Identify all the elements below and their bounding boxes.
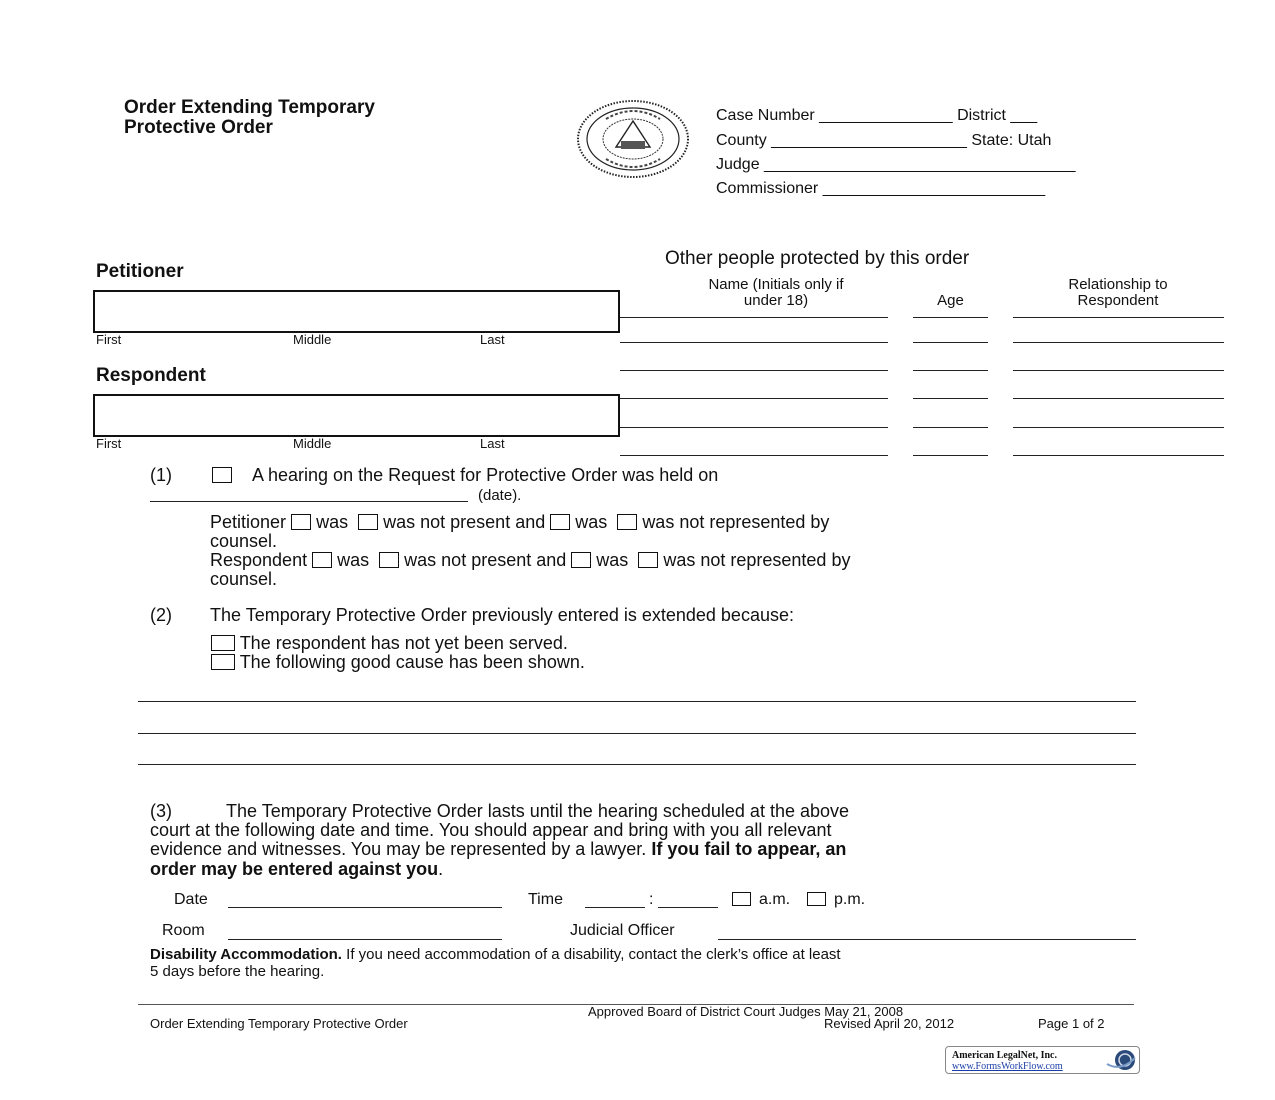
room-input[interactable] xyxy=(228,939,502,940)
time-hour-input[interactable] xyxy=(585,907,645,908)
petitioner-middle-label: Middle xyxy=(293,332,332,347)
section-1-text: A hearing on the Request for Protective Order was held on xyxy=(252,465,719,485)
name-line[interactable] xyxy=(620,342,888,343)
col-rel-line-1: Relationship to xyxy=(1068,276,1168,293)
room-field-label: Room xyxy=(162,922,205,939)
respondent-not-present-checkbox[interactable] xyxy=(379,552,399,568)
respondent-was-represented-checkbox[interactable] xyxy=(571,552,591,568)
title-line-1: Order Extending Temporary xyxy=(124,97,375,118)
not-present-label: was not present and xyxy=(383,512,546,532)
col-rel-line-2: Respondent xyxy=(1077,292,1159,309)
form-title xyxy=(124,98,375,138)
american-legalnet-logo[interactable] xyxy=(945,1046,1140,1074)
counsel-label: counsel. xyxy=(210,531,278,551)
judicial-officer-input[interactable] xyxy=(718,939,1136,940)
section-3-line-4-bold: order may be entered against you xyxy=(150,859,439,879)
section-3-line-1: The Temporary Protective Order lasts until the hearing scheduled at the above xyxy=(226,801,850,821)
counsel-label: counsel. xyxy=(210,569,278,589)
petitioner-was-present-checkbox[interactable] xyxy=(291,514,311,530)
footer-form-name: Order Extending Temporary Protective Order xyxy=(150,1016,408,1031)
am-label: a.m. xyxy=(759,891,791,908)
petitioner-last-label: Last xyxy=(480,332,505,347)
not-served-option xyxy=(211,634,568,653)
respondent-first-label: First xyxy=(96,436,122,451)
commissioner-line: Commissioner _________________________ xyxy=(716,180,1046,197)
respondent-attendance-line xyxy=(210,551,850,570)
seal-icon xyxy=(576,99,690,179)
col-name-line-2: under 18) xyxy=(743,292,809,309)
good-cause-option xyxy=(211,653,585,672)
date-field-label: Date xyxy=(174,891,208,908)
name-line[interactable] xyxy=(620,455,888,456)
hearing-date-line[interactable] xyxy=(150,501,468,502)
petitioner-not-present-checkbox[interactable] xyxy=(358,514,378,530)
section-1-number: (1) xyxy=(150,465,172,485)
not-represented-label: was not represented by xyxy=(663,550,851,570)
am-checkbox[interactable] xyxy=(732,892,751,906)
age-line[interactable] xyxy=(913,398,988,399)
petitioner-first-label: First xyxy=(96,332,122,347)
respondent-last-label: Last xyxy=(480,436,505,451)
name-line[interactable] xyxy=(620,398,888,399)
good-cause-line-1[interactable] xyxy=(138,701,1136,702)
good-cause-label: The following good cause has been shown. xyxy=(239,652,585,672)
relationship-line[interactable] xyxy=(1013,427,1224,428)
logo-url[interactable]: www.FormsWorkFlow.com xyxy=(952,1061,1063,1072)
relationship-line[interactable] xyxy=(1013,370,1224,371)
col-name-line-1: Name (Initials only if xyxy=(708,276,844,293)
not-served-label: The respondent has not yet been served. xyxy=(239,633,568,653)
section-2-number: (2) xyxy=(150,605,172,625)
petitioner-not-represented-checkbox[interactable] xyxy=(617,514,637,530)
section-3-line-4-end: . xyxy=(438,859,444,879)
relationship-line[interactable] xyxy=(1013,398,1224,399)
age-line[interactable] xyxy=(913,427,988,428)
time-field-label: Time xyxy=(528,891,563,908)
petitioner-word: Petitioner xyxy=(210,512,287,532)
time-separator: : xyxy=(649,891,654,908)
section-3-line-3 xyxy=(150,840,846,859)
hearing-held-checkbox[interactable] xyxy=(212,467,232,483)
respondent-not-represented-checkbox[interactable] xyxy=(638,552,658,568)
respondent-middle-label: Middle xyxy=(293,436,332,451)
respondent-word: Respondent xyxy=(210,550,308,570)
petitioner-name-field[interactable] xyxy=(93,290,620,333)
was-label: was xyxy=(337,550,370,570)
age-line[interactable] xyxy=(913,455,988,456)
petitioner-was-represented-checkbox[interactable] xyxy=(550,514,570,530)
other-people-title: Other people protected by this order xyxy=(665,248,970,269)
age-line[interactable] xyxy=(913,370,988,371)
col-name-header xyxy=(660,277,892,309)
respondent-was-present-checkbox[interactable] xyxy=(312,552,332,568)
good-cause-line-2[interactable] xyxy=(138,733,1136,734)
name-line[interactable] xyxy=(620,427,888,428)
name-line[interactable] xyxy=(620,370,888,371)
disability-line-1 xyxy=(150,946,841,963)
col-relationship-header xyxy=(1012,277,1224,309)
age-line[interactable] xyxy=(913,317,988,318)
relationship-line[interactable] xyxy=(1013,455,1224,456)
footer-page: Page 1 of 2 xyxy=(1038,1016,1105,1031)
disability-bold: Disability Accommodation. xyxy=(150,946,342,963)
petitioner-label: Petitioner xyxy=(96,261,184,282)
respondent-label: Respondent xyxy=(96,365,206,386)
county-line: County ______________________ State: Utah xyxy=(716,132,1052,149)
relationship-line[interactable] xyxy=(1013,317,1224,318)
time-minute-input[interactable] xyxy=(658,907,718,908)
pm-checkbox[interactable] xyxy=(807,892,826,906)
was-label: was xyxy=(316,512,349,532)
footer-revised: Revised April 20, 2012 xyxy=(824,1016,955,1031)
section-3-line-4 xyxy=(150,860,443,879)
section-3-number: (3) xyxy=(150,801,172,821)
case-number-line: Case Number _______________ District ___ xyxy=(716,107,1038,124)
hearing-date-input[interactable] xyxy=(228,907,502,908)
respondent-name-field[interactable] xyxy=(93,394,620,437)
not-served-checkbox[interactable] xyxy=(211,635,235,651)
name-line[interactable] xyxy=(620,317,888,318)
section-2-text: The Temporary Protective Order previously entered is extended because: xyxy=(210,605,794,625)
col-age-header: Age xyxy=(937,292,964,309)
was-label: was xyxy=(575,512,608,532)
relationship-line[interactable] xyxy=(1013,342,1224,343)
section-3-line-3-bold: If you fail to appear, an xyxy=(651,839,847,859)
age-line[interactable] xyxy=(913,342,988,343)
title-line-2: Protective Order xyxy=(124,117,273,138)
judge-line: Judge ___________________________________ xyxy=(716,156,1076,173)
disability-line-2: 5 days before the hearing. xyxy=(150,963,325,980)
not-present-label: was not present and xyxy=(404,550,567,570)
section-3-line-2: court at the following date and time. You should appear and bring with you all relevant xyxy=(150,820,832,840)
not-represented-label: was not represented by xyxy=(642,512,830,532)
logo-company: American LegalNet, Inc. xyxy=(952,1050,1057,1061)
good-cause-checkbox[interactable] xyxy=(211,654,235,670)
good-cause-line-3[interactable] xyxy=(138,764,1136,765)
was-label: was xyxy=(596,550,629,570)
judicial-officer-label: Judicial Officer xyxy=(570,922,675,939)
section-3-line-3-normal: evidence and witnesses. You may be represented by a lawyer. xyxy=(150,839,647,859)
petitioner-attendance-line xyxy=(210,513,829,532)
pm-label: p.m. xyxy=(834,891,866,908)
date-label: (date). xyxy=(478,487,522,504)
footer-approved: Approved Board of District Court Judges May 21, 2008 xyxy=(588,1004,904,1019)
globe-icon xyxy=(1103,1048,1137,1072)
disability-text-1: If you need accommodation of a disability, contact the clerk’s office at least xyxy=(341,946,841,963)
